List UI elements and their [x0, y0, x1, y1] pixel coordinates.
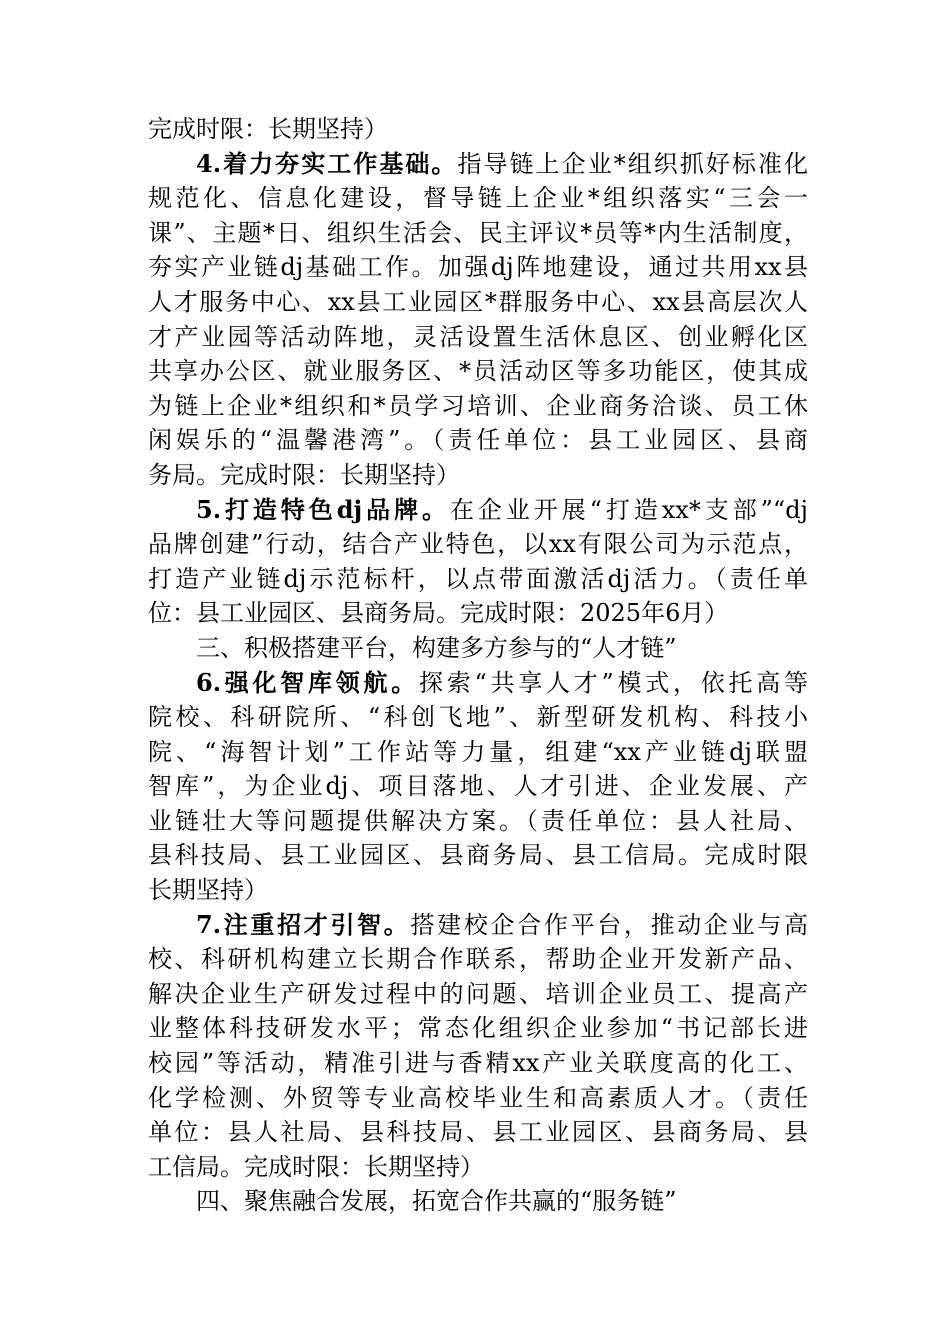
- line-text: 解决企业生产研发过程中的问题、培训企业员工、提高产: [148, 979, 808, 1008]
- line-text: 才产业园等活动阵地，灵活设置生活休息区、创业孵化区: [148, 322, 808, 351]
- text-line: [148, 838, 808, 873]
- line-text: 为链上企业*组织和*员学习培训、企业商务洽谈、员工休: [148, 391, 808, 420]
- line-text: 业整体科技研发水平；常态化组织企业参加“书记部长进: [148, 1014, 808, 1043]
- text-line: [148, 977, 808, 1012]
- line-text: 指导链上企业*组织抓好标准化: [457, 149, 808, 178]
- line-text: 在企业开展“打造xx*支部”“dj: [449, 495, 808, 524]
- line-text: 化学检测、外贸等专业高校毕业生和高素质人才。（责任: [148, 1083, 808, 1112]
- text-line: [148, 735, 808, 770]
- line-text: 三、积极搭建平台，构建多方参与的“人才链”: [196, 633, 677, 662]
- section-heading: [148, 631, 808, 666]
- line-text: 夯实产业链dj基础工作。加强dj阵地建设，通过共用xx县: [148, 253, 808, 282]
- line-text: 院校、科研院所、“科创飞地”、新型研发机构、科技小: [148, 703, 808, 732]
- line-text: 完成时限：长期坚持）: [148, 115, 388, 143]
- line-text: 搭建校企合作平台，推动企业与高: [410, 910, 809, 939]
- text-line: [148, 942, 808, 977]
- text-line: [148, 423, 808, 458]
- line-text: 打造产业链dj示范标杆，以点带面激活dj活力。（责任单: [148, 564, 808, 593]
- text-line: [148, 1011, 808, 1046]
- text-line: [148, 493, 808, 528]
- line-text: 工信局。完成时限：长期坚持）: [148, 1152, 484, 1181]
- text-line: [148, 804, 808, 839]
- line-text: 校园”等活动，精准引进与香精xx产业关联度高的化工、: [148, 1049, 808, 1078]
- text-line: [148, 320, 808, 355]
- section-heading: [148, 1184, 808, 1219]
- line-text: 人才服务中心、xx县工业园区*群服务中心、xx县高层次人: [148, 287, 808, 316]
- text-line: [148, 1046, 808, 1081]
- line-text: 长期坚持）: [148, 876, 268, 905]
- line-text: 院、“海智计划”工作站等力量，组建“xx产业链dj联盟: [148, 737, 808, 766]
- line-text: 闲娱乐的“温馨港湾”。（责任单位：县工业园区、县商: [148, 426, 808, 455]
- item-heading: 4.着力夯实工作基础。: [196, 148, 458, 178]
- line-text: 智库”，为企业dj、项目落地、人才引进、企业发展、产: [148, 772, 808, 801]
- line-text: 务局。完成时限：长期坚持）: [148, 460, 460, 489]
- text-line: [148, 147, 808, 182]
- line-text: 课”、主题*日、组织生活会、民主评议*员等*内生活制度，: [148, 218, 808, 247]
- line-text: 品牌创建”行动，结合产业特色，以xx有限公司为示范点，: [148, 530, 808, 559]
- line-text: 县科技局、县工业园区、县商务局、县工信局。完成时限: [148, 841, 808, 870]
- line-text: 探索“共享人才”模式，依托高等: [419, 668, 808, 697]
- line-text: 规范化、信息化建设，督导链上企业*组织落实“三会一: [148, 184, 808, 213]
- text-line: [148, 354, 808, 389]
- line-text: 单位：县人社局、县科技局、县工业园区、县商务局、县: [148, 1118, 808, 1147]
- item-heading: 5.打造特色dj品牌。: [196, 494, 450, 524]
- text-line: [148, 527, 808, 562]
- line-text: 位：县工业园区、县商务局。完成时限：2025年6月）: [148, 599, 729, 628]
- line-text: 共享办公区、就业服务区、*员活动区等多功能区，使其成: [148, 357, 808, 386]
- document-body: [148, 112, 808, 1219]
- text-line: [148, 285, 808, 320]
- text-line: [148, 389, 808, 424]
- item-heading: 6.强化智库领航。: [196, 667, 420, 697]
- line-text: 校、科研机构建立长期合作联系，帮助企业开发新产品、: [148, 945, 808, 974]
- text-line: [148, 1115, 808, 1150]
- text-line: [148, 216, 808, 251]
- text-line: [148, 562, 808, 597]
- text-line: [148, 458, 808, 493]
- text-line: [148, 666, 808, 701]
- text-line: [148, 250, 808, 285]
- item-heading: 7.注重招才引智。: [196, 909, 411, 939]
- text-line: [148, 873, 808, 908]
- text-line: [148, 700, 808, 735]
- line-text: 四、聚焦融合发展，拓宽合作共赢的“服务链”: [196, 1187, 677, 1216]
- text-line: [148, 908, 808, 943]
- text-line: [148, 596, 808, 631]
- line-text: 业链壮大等问题提供解决方案。（责任单位：县人社局、: [148, 806, 808, 835]
- text-line: [148, 181, 808, 216]
- text-line: [148, 1150, 808, 1185]
- text-line: [148, 769, 808, 804]
- text-line: [148, 112, 808, 147]
- text-line: [148, 1081, 808, 1116]
